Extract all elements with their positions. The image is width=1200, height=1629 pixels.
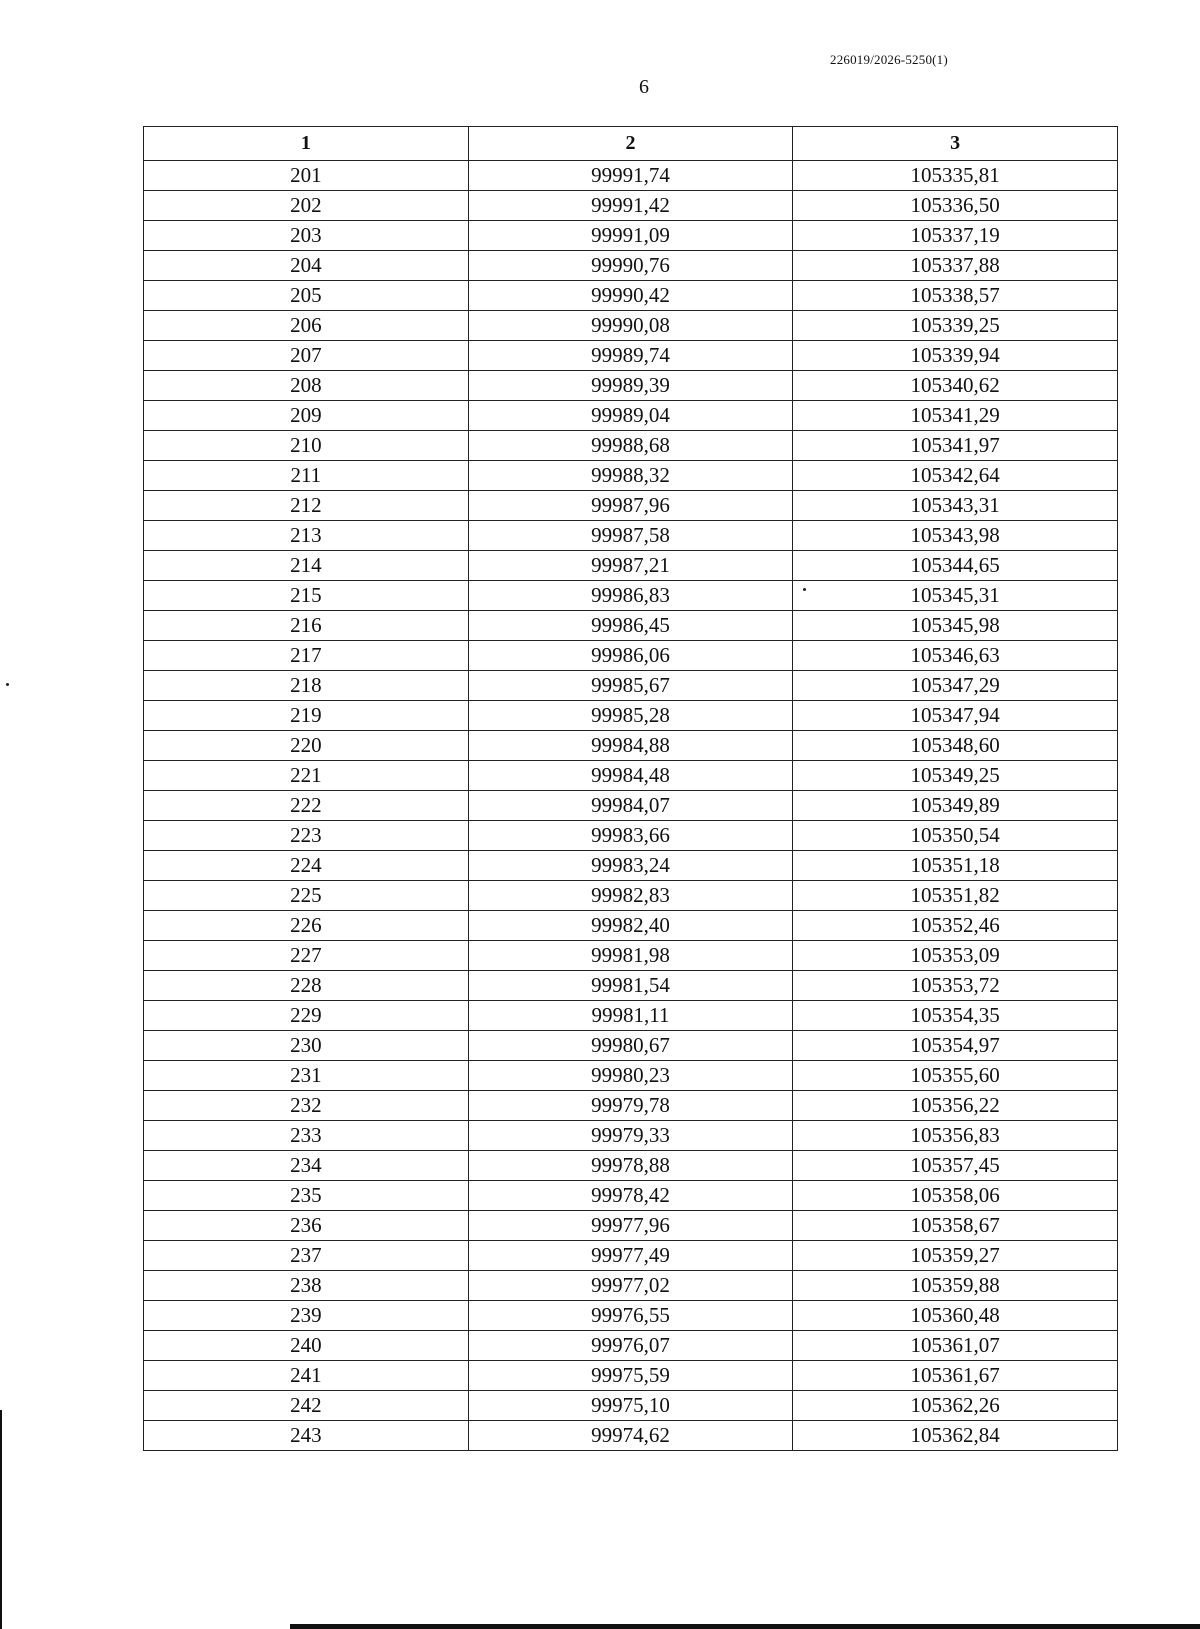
x-coordinate-cell: 99978,88 [468, 1151, 793, 1181]
x-coordinate-cell: 99977,02 [468, 1271, 793, 1301]
table-row [144, 1421, 1118, 1451]
point-number-cell: 240 [144, 1331, 469, 1361]
y-coordinate-cell: 105361,07 [793, 1331, 1118, 1361]
y-coordinate-cell: 105338,57 [793, 281, 1118, 311]
y-coordinate-cell: 105335,81 [793, 161, 1118, 191]
y-coordinate-cell: 105354,97 [793, 1031, 1118, 1061]
table-row [144, 731, 1118, 761]
column-header-3: 3 [793, 127, 1118, 161]
x-coordinate-cell: 99981,54 [468, 971, 793, 1001]
y-coordinate-cell: 105350,54 [793, 821, 1118, 851]
table-row [144, 881, 1118, 911]
column-header-2: 2 [468, 127, 793, 161]
table-row [144, 551, 1118, 581]
x-coordinate-cell: 99982,83 [468, 881, 793, 911]
table-row [144, 311, 1118, 341]
x-coordinate-cell: 99988,68 [468, 431, 793, 461]
point-number-cell: 206 [144, 311, 469, 341]
point-number-cell: 214 [144, 551, 469, 581]
y-coordinate-cell: 105345,98 [793, 611, 1118, 641]
table-row [144, 1031, 1118, 1061]
x-coordinate-cell: 99987,58 [468, 521, 793, 551]
header-row [144, 127, 1118, 161]
y-coordinate-cell: 105349,89 [793, 791, 1118, 821]
x-coordinate-cell: 99977,49 [468, 1241, 793, 1271]
x-coordinate-cell: 99989,39 [468, 371, 793, 401]
point-number-cell: 215 [144, 581, 469, 611]
y-coordinate-cell: 105341,97 [793, 431, 1118, 461]
y-coordinate-cell: 105347,94 [793, 701, 1118, 731]
x-coordinate-cell: 99975,59 [468, 1361, 793, 1391]
y-coordinate-cell: 105355,60 [793, 1061, 1118, 1091]
coordinates-table [143, 126, 1118, 1451]
x-coordinate-cell: 99991,74 [468, 161, 793, 191]
point-number-cell: 208 [144, 371, 469, 401]
point-number-cell: 221 [144, 761, 469, 791]
point-number-cell: 230 [144, 1031, 469, 1061]
point-number-cell: 224 [144, 851, 469, 881]
x-coordinate-cell: 99974,62 [468, 1421, 793, 1451]
y-coordinate-cell: 105337,19 [793, 221, 1118, 251]
point-number-cell: 222 [144, 791, 469, 821]
table-row [144, 1151, 1118, 1181]
x-coordinate-cell: 99989,74 [468, 341, 793, 371]
x-coordinate-cell: 99976,55 [468, 1301, 793, 1331]
point-number-cell: 231 [144, 1061, 469, 1091]
table-row [144, 431, 1118, 461]
y-coordinate-cell: 105359,88 [793, 1271, 1118, 1301]
table-row [144, 1181, 1118, 1211]
document-number: 226019/2026-5250(1) [830, 52, 948, 67]
point-number-cell: 217 [144, 641, 469, 671]
y-coordinate-cell: 105337,88 [793, 251, 1118, 281]
point-number-cell: 225 [144, 881, 469, 911]
y-coordinate-cell: 105339,25 [793, 311, 1118, 341]
table-row [144, 1211, 1118, 1241]
page-number: 6 [639, 76, 649, 98]
x-coordinate-cell: 99982,40 [468, 911, 793, 941]
y-coordinate-cell: 105360,48 [793, 1301, 1118, 1331]
x-coordinate-cell: 99986,45 [468, 611, 793, 641]
point-number-cell: 202 [144, 191, 469, 221]
table-row [144, 761, 1118, 791]
y-coordinate-cell: 105358,06 [793, 1181, 1118, 1211]
x-coordinate-cell: 99987,96 [468, 491, 793, 521]
y-coordinate-cell: 105346,63 [793, 641, 1118, 671]
y-coordinate-cell: 105343,98 [793, 521, 1118, 551]
scan-edge-left [0, 1410, 2, 1629]
point-number-cell: 239 [144, 1301, 469, 1331]
y-coordinate-cell: 105336,50 [793, 191, 1118, 221]
table-row [144, 521, 1118, 551]
x-coordinate-cell: 99991,42 [468, 191, 793, 221]
point-number-cell: 207 [144, 341, 469, 371]
point-number-cell: 201 [144, 161, 469, 191]
x-coordinate-cell: 99979,78 [468, 1091, 793, 1121]
scan-edge-bottom [290, 1624, 1200, 1629]
table-row [144, 971, 1118, 1001]
table-row [144, 611, 1118, 641]
scan-speck [6, 683, 9, 686]
y-coordinate-cell: 105357,45 [793, 1151, 1118, 1181]
table-row [144, 1121, 1118, 1151]
point-number-cell: 216 [144, 611, 469, 641]
x-coordinate-cell: 99983,66 [468, 821, 793, 851]
table-header [144, 127, 1118, 161]
point-number-cell: 211 [144, 461, 469, 491]
x-coordinate-cell: 99980,67 [468, 1031, 793, 1061]
x-coordinate-cell: 99977,96 [468, 1211, 793, 1241]
y-coordinate-cell: 105341,29 [793, 401, 1118, 431]
y-coordinate-cell: 105361,67 [793, 1361, 1118, 1391]
table-row [144, 641, 1118, 671]
point-number-cell: 205 [144, 281, 469, 311]
table-row [144, 401, 1118, 431]
table-row [144, 1331, 1118, 1361]
point-number-cell: 229 [144, 1001, 469, 1031]
point-number-cell: 241 [144, 1361, 469, 1391]
x-coordinate-cell: 99979,33 [468, 1121, 793, 1151]
table-row [144, 251, 1118, 281]
table-row [144, 161, 1118, 191]
table-row [144, 941, 1118, 971]
table-row [144, 491, 1118, 521]
table-row [144, 191, 1118, 221]
x-coordinate-cell: 99975,10 [468, 1391, 793, 1421]
y-coordinate-cell: 105359,27 [793, 1241, 1118, 1271]
y-coordinate-cell: 105354,35 [793, 1001, 1118, 1031]
point-number-cell: 242 [144, 1391, 469, 1421]
table-row [144, 671, 1118, 701]
point-number-cell: 209 [144, 401, 469, 431]
table-row [144, 1241, 1118, 1271]
table-row [144, 851, 1118, 881]
x-coordinate-cell: 99980,23 [468, 1061, 793, 1091]
y-coordinate-cell: 105340,62 [793, 371, 1118, 401]
point-number-cell: 223 [144, 821, 469, 851]
table-row [144, 1301, 1118, 1331]
point-number-cell: 210 [144, 431, 469, 461]
x-coordinate-cell: 99986,06 [468, 641, 793, 671]
x-coordinate-cell: 99985,67 [468, 671, 793, 701]
x-coordinate-cell: 99984,07 [468, 791, 793, 821]
y-coordinate-cell: 105358,67 [793, 1211, 1118, 1241]
table-body [144, 161, 1118, 1451]
column-header-1: 1 [144, 127, 469, 161]
y-coordinate-cell: 105353,72 [793, 971, 1118, 1001]
point-number-cell: 219 [144, 701, 469, 731]
y-coordinate-cell: 105348,60 [793, 731, 1118, 761]
x-coordinate-cell: 99984,48 [468, 761, 793, 791]
y-coordinate-cell: 105362,84 [793, 1421, 1118, 1451]
table-row [144, 461, 1118, 491]
y-coordinate-cell: 105356,22 [793, 1091, 1118, 1121]
table-row [144, 1001, 1118, 1031]
x-coordinate-cell: 99990,76 [468, 251, 793, 281]
y-coordinate-cell: 105352,46 [793, 911, 1118, 941]
table-row [144, 911, 1118, 941]
point-number-cell: 218 [144, 671, 469, 701]
x-coordinate-cell: 99990,42 [468, 281, 793, 311]
table-row [144, 221, 1118, 251]
table-row [144, 581, 1118, 611]
table-row [144, 791, 1118, 821]
y-coordinate-cell: 105343,31 [793, 491, 1118, 521]
x-coordinate-cell: 99990,08 [468, 311, 793, 341]
x-coordinate-cell: 99981,98 [468, 941, 793, 971]
table-row [144, 1271, 1118, 1301]
y-coordinate-cell: 105347,29 [793, 671, 1118, 701]
x-coordinate-cell: 99988,32 [468, 461, 793, 491]
y-coordinate-cell: 105351,82 [793, 881, 1118, 911]
point-number-cell: 243 [144, 1421, 469, 1451]
table-row [144, 1391, 1118, 1421]
point-number-cell: 237 [144, 1241, 469, 1271]
x-coordinate-cell: 99983,24 [468, 851, 793, 881]
table-row [144, 1361, 1118, 1391]
table-row [144, 371, 1118, 401]
point-number-cell: 226 [144, 911, 469, 941]
point-number-cell: 227 [144, 941, 469, 971]
coordinates-table-container [143, 126, 1118, 1451]
table-row [144, 821, 1118, 851]
table-row [144, 1061, 1118, 1091]
table-row [144, 341, 1118, 371]
y-coordinate-cell: 105345,31 [793, 581, 1118, 611]
point-number-cell: 234 [144, 1151, 469, 1181]
y-coordinate-cell: 105344,65 [793, 551, 1118, 581]
y-coordinate-cell: 105351,18 [793, 851, 1118, 881]
y-coordinate-cell: 105353,09 [793, 941, 1118, 971]
x-coordinate-cell: 99986,83 [468, 581, 793, 611]
x-coordinate-cell: 99989,04 [468, 401, 793, 431]
y-coordinate-cell: 105362,26 [793, 1391, 1118, 1421]
y-coordinate-cell: 105342,64 [793, 461, 1118, 491]
point-number-cell: 236 [144, 1211, 469, 1241]
point-number-cell: 212 [144, 491, 469, 521]
table-row [144, 1091, 1118, 1121]
x-coordinate-cell: 99987,21 [468, 551, 793, 581]
x-coordinate-cell: 99985,28 [468, 701, 793, 731]
point-number-cell: 238 [144, 1271, 469, 1301]
table-row [144, 281, 1118, 311]
x-coordinate-cell: 99981,11 [468, 1001, 793, 1031]
table-row [144, 701, 1118, 731]
point-number-cell: 220 [144, 731, 469, 761]
y-coordinate-cell: 105339,94 [793, 341, 1118, 371]
x-coordinate-cell: 99991,09 [468, 221, 793, 251]
scan-speck [803, 588, 806, 591]
x-coordinate-cell: 99984,88 [468, 731, 793, 761]
point-number-cell: 228 [144, 971, 469, 1001]
point-number-cell: 204 [144, 251, 469, 281]
point-number-cell: 232 [144, 1091, 469, 1121]
y-coordinate-cell: 105349,25 [793, 761, 1118, 791]
x-coordinate-cell: 99976,07 [468, 1331, 793, 1361]
point-number-cell: 235 [144, 1181, 469, 1211]
point-number-cell: 233 [144, 1121, 469, 1151]
y-coordinate-cell: 105356,83 [793, 1121, 1118, 1151]
point-number-cell: 203 [144, 221, 469, 251]
x-coordinate-cell: 99978,42 [468, 1181, 793, 1211]
point-number-cell: 213 [144, 521, 469, 551]
